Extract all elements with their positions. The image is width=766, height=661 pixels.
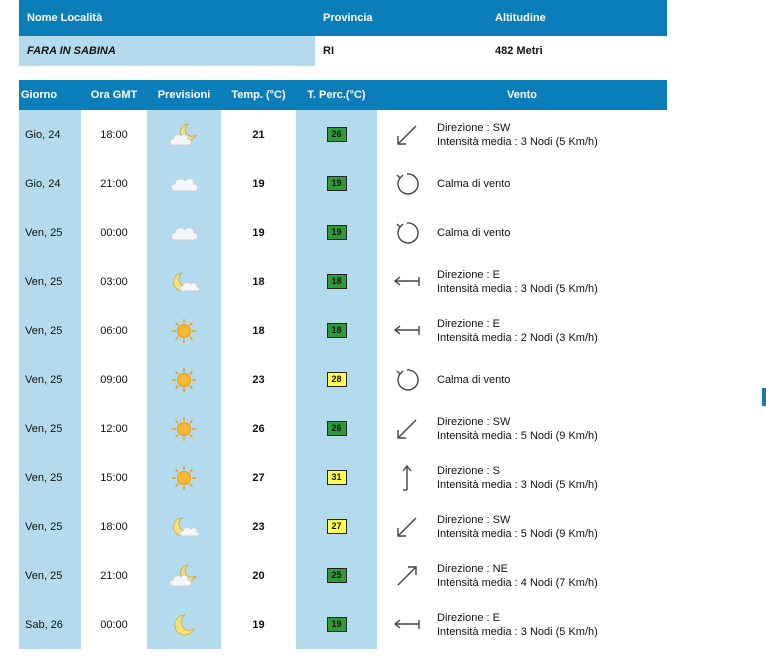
day-cell: Ven, 25 (19, 453, 81, 502)
time-cell: 21:00 (100, 177, 128, 190)
perceived-temp-cell (296, 355, 377, 404)
wind-direction: Direzione : SW (437, 121, 511, 134)
wind-direction: Calma di vento (437, 226, 511, 239)
temp-cell: 19 (252, 177, 265, 190)
wind-cell (377, 502, 667, 551)
forecast-row (19, 404, 667, 453)
cloud-icon (147, 222, 221, 244)
wind-direction: Direzione : SW (437, 415, 511, 428)
calm-icon (377, 367, 437, 393)
temp-cell: 20 (252, 569, 265, 582)
perceived-temp-cell (296, 110, 377, 159)
time-cell: 03:00 (100, 275, 128, 288)
wind-direction: Direzione : NE (437, 562, 508, 575)
sun-icon (147, 465, 221, 491)
wind-intensity: Intensità media : 3 Nodi (5 Km/h) (437, 135, 598, 148)
wind-cell (377, 551, 667, 600)
wind-intensity: Intensità media : 5 Nodi (9 Km/h) (437, 527, 598, 540)
day-cell: Ven, 25 (19, 208, 81, 257)
arrow-e-icon (377, 275, 437, 289)
time-cell: 15:00 (100, 471, 128, 484)
day-cell: Ven, 25 (19, 355, 81, 404)
wind-direction: Direzione : E (437, 611, 500, 624)
perceived-temp-cell (296, 502, 377, 551)
forecast-row (19, 208, 667, 257)
perceived-temp-cell (296, 257, 377, 306)
time-header: Ora GMT (81, 80, 147, 110)
day-cell: Gio, 24 (19, 159, 81, 208)
altitude-value: 482 Metri (495, 45, 543, 57)
forecast-cell (147, 453, 221, 502)
sun-icon (147, 367, 221, 393)
temp-cell: 19 (252, 618, 265, 631)
day-cell: Ven, 25 (19, 257, 81, 306)
location-name-header: Nome Località (19, 0, 315, 36)
day-cell: Ven, 25 (19, 404, 81, 453)
forecast-row (19, 355, 667, 404)
arrow-ne-icon (377, 563, 437, 589)
forecast-row (19, 453, 667, 502)
forecast-row (19, 257, 667, 306)
perceived-temp-badge: 25 (327, 568, 347, 583)
wind-intensity: Intensità media : 2 Nodi (3 Km/h) (437, 331, 598, 344)
forecast-table (19, 80, 667, 649)
arrow-e-icon (377, 324, 437, 338)
wind-direction: Calma di vento (437, 373, 511, 386)
perceived-temp-badge: 27 (327, 519, 347, 534)
wind-direction: Direzione : E (437, 268, 500, 281)
forecast-header: Previsioni (147, 80, 221, 110)
forecast-cell (147, 306, 221, 355)
perceived-temp-badge: 19 (327, 617, 347, 632)
wind-direction: Calma di vento (437, 177, 511, 190)
perceived-temp-badge: 26 (327, 421, 347, 436)
forecast-cell (147, 110, 221, 159)
forecast-cell (147, 502, 221, 551)
wind-direction: Direzione : E (437, 317, 500, 330)
wind-cell (377, 600, 667, 649)
moon-cloud-icon (147, 269, 221, 295)
forecast-row (19, 502, 667, 551)
wind-cell (377, 257, 667, 306)
time-cell: 12:00 (100, 422, 128, 435)
wind-cell (377, 404, 667, 453)
perceived-temp-cell (296, 306, 377, 355)
forecast-cell (147, 159, 221, 208)
calm-icon (377, 171, 437, 197)
calm-icon (377, 220, 437, 246)
perceived-temp-badge: 18 (327, 323, 347, 338)
wind-intensity: Intensità media : 3 Nodi (5 Km/h) (437, 625, 598, 638)
wind-cell (377, 110, 667, 159)
perceived-temp-cell (296, 453, 377, 502)
time-cell: 18:00 (100, 128, 128, 141)
arrow-e-icon (377, 618, 437, 632)
forecast-cell (147, 355, 221, 404)
perceived-temp-cell (296, 600, 377, 649)
day-cell: Gio, 24 (19, 110, 81, 159)
perceived-temp-cell (296, 404, 377, 453)
time-cell: 18:00 (100, 520, 128, 533)
wind-intensity: Intensità media : 3 Nodi (5 Km/h) (437, 282, 598, 295)
day-cell: Ven, 25 (19, 551, 81, 600)
wind-direction: Direzione : SW (437, 513, 511, 526)
perceived-temp-badge: 26 (327, 127, 347, 142)
forecast-row (19, 159, 667, 208)
cloud-moon-icon (147, 562, 221, 590)
wind-cell (377, 355, 667, 404)
temp-cell: 18 (252, 275, 265, 288)
forecast-row (19, 306, 667, 355)
cloud-moon-icon (147, 121, 221, 149)
temp-cell: 23 (252, 520, 265, 533)
forecast-row (19, 110, 667, 159)
arrow-sw-icon (377, 416, 437, 442)
wind-cell (377, 208, 667, 257)
perceived-temp-badge: 28 (327, 372, 347, 387)
sun-icon (147, 318, 221, 344)
time-cell: 06:00 (100, 324, 128, 337)
temp-cell: 18 (252, 324, 265, 337)
wind-cell (377, 453, 667, 502)
location-table (19, 0, 667, 66)
forecast-row (19, 551, 667, 600)
altitude-header: Altitudine (487, 0, 667, 36)
wind-header: Vento (377, 80, 667, 110)
time-cell: 09:00 (100, 373, 128, 386)
time-cell: 00:00 (100, 618, 128, 631)
wind-intensity: Intensità media : 4 Nodi (7 Km/h) (437, 576, 598, 589)
forecast-row (19, 600, 667, 649)
forecast-cell (147, 404, 221, 453)
arrow-sw-icon (377, 122, 437, 148)
forecast-cell (147, 208, 221, 257)
perceived-temp-badge: 18 (327, 274, 347, 289)
temp-cell: 19 (252, 226, 265, 239)
wind-cell (377, 159, 667, 208)
cloud-icon (147, 173, 221, 195)
temp-cell: 23 (252, 373, 265, 386)
perceived-temp-badge: 19 (327, 225, 347, 240)
perceived-temp-cell (296, 208, 377, 257)
moon-icon (147, 612, 221, 638)
wind-intensity: Intensità media : 5 Nodi (9 Km/h) (437, 429, 598, 442)
day-cell: Sab, 26 (19, 600, 81, 649)
forecast-cell (147, 257, 221, 306)
perceived-temp-badge: 31 (327, 470, 347, 485)
scrollbar-edge (762, 388, 766, 406)
moon-cloud-icon (147, 514, 221, 540)
location-name: FARA IN SABINA (19, 36, 315, 66)
arrow-sw-icon (377, 514, 437, 540)
day-header: Giorno (19, 80, 81, 110)
temp-header: Temp. (°C) (221, 80, 296, 110)
wind-cell (377, 306, 667, 355)
day-cell: Ven, 25 (19, 502, 81, 551)
perceived-temp-cell (296, 551, 377, 600)
wind-direction: Direzione : S (437, 464, 500, 477)
forecast-cell (147, 551, 221, 600)
wind-intensity: Intensità media : 3 Nodi (5 Km/h) (437, 478, 598, 491)
sun-icon (147, 416, 221, 442)
time-cell: 21:00 (100, 569, 128, 582)
perceived-temp-cell (296, 159, 377, 208)
province-value: RI (323, 45, 334, 57)
perceived-temp-header: T. Perc.(°C) (296, 80, 377, 110)
time-cell: 00:00 (100, 226, 128, 239)
province-header: Provincia (315, 0, 487, 36)
day-cell: Ven, 25 (19, 306, 81, 355)
temp-cell: 26 (252, 422, 265, 435)
temp-cell: 21 (252, 128, 265, 141)
perceived-temp-badge: 19 (327, 176, 347, 191)
temp-cell: 27 (252, 471, 265, 484)
forecast-cell (147, 600, 221, 649)
arrow-s-icon (377, 464, 437, 492)
